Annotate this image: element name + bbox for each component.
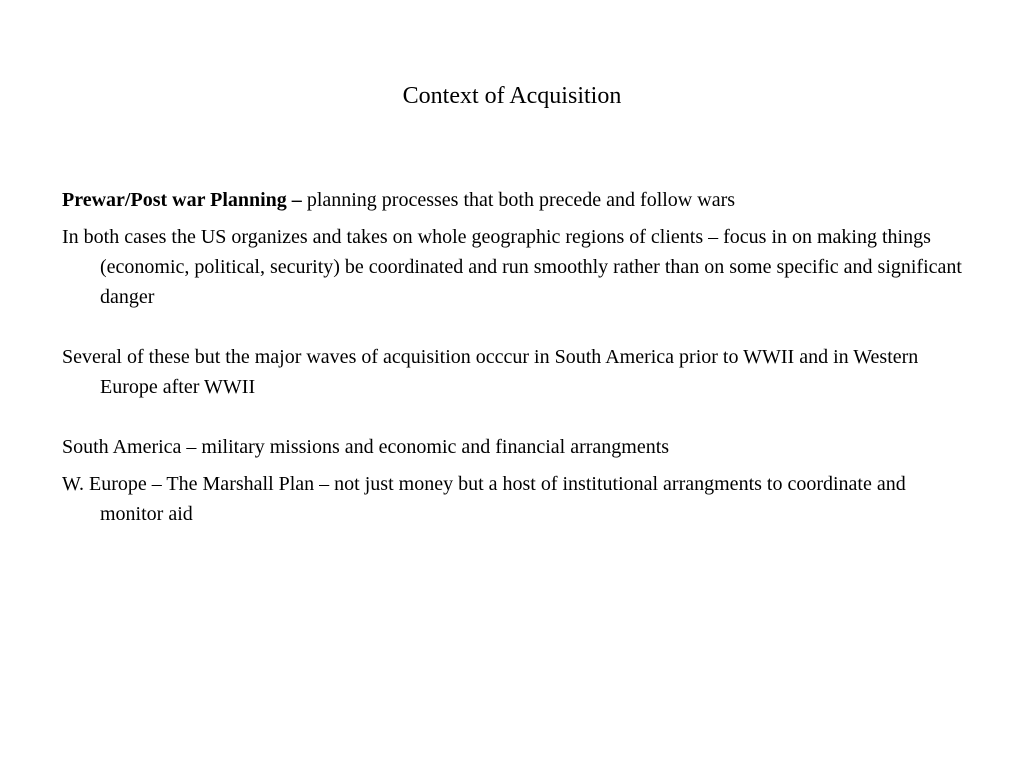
paragraph-text: planning processes that both precede and follow wars xyxy=(301,189,736,211)
paragraph-western-europe: W. Europe – The Marshall Plan – not just money but a host of institutional arrangments to coordinate and monitor aid xyxy=(62,473,906,525)
paragraph-us-organizes: In both cases the US organizes and takes on whole geographic regions of clients – focus in on making things (economic, political, security) be coordinated and run smoothly rather than on some specific and significant danger xyxy=(62,226,962,308)
paragraph-south-america: South America – military missions and economic and financial arrangments xyxy=(62,436,670,458)
slide-title: Context of Acquisition xyxy=(402,83,622,109)
slide-body xyxy=(62,185,972,536)
paragraph-waves-of-acquisition: Several of these but the major waves of acquisition occcur in South America prior to WWII and in Western Europe after WWII xyxy=(62,346,919,398)
paragraph-prewar-planning xyxy=(62,185,972,215)
paragraph-lead-term: Prewar/Post war Planning – xyxy=(62,189,302,211)
